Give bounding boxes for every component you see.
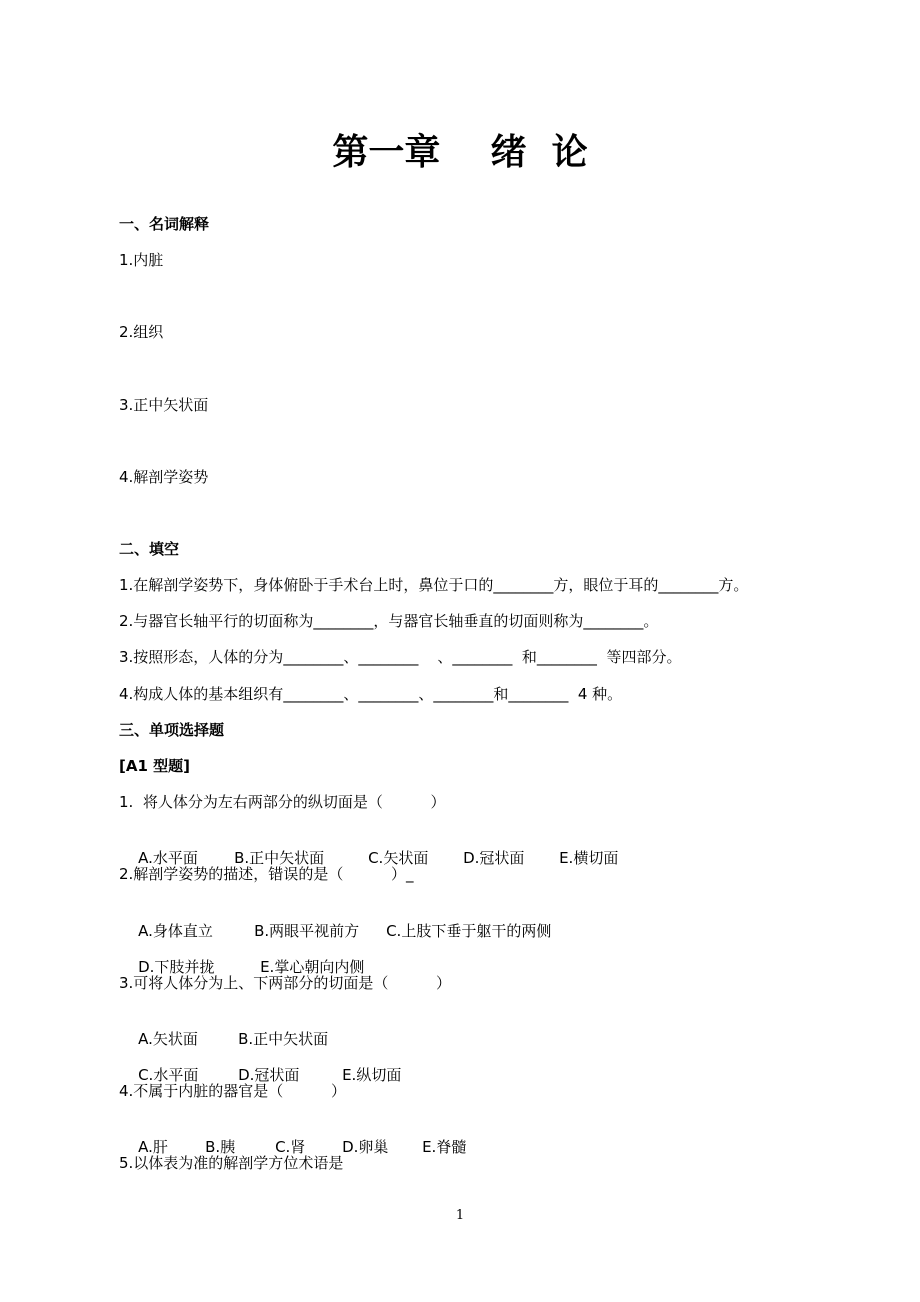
page-number: 1 <box>455 1208 465 1223</box>
option: D.下肢并拢 <box>138 958 215 976</box>
option: A.肝 <box>138 1138 168 1156</box>
option: B.正中矢状面 <box>234 849 325 867</box>
option: C.矢状面 <box>368 849 429 867</box>
option: D.冠状面 <box>463 849 525 867</box>
option: B.正中矢状面 <box>238 1030 329 1048</box>
option: B.两眼平视前方 <box>254 922 360 940</box>
section-heading-fill-blank: 二、填空 <box>119 540 180 558</box>
option: A.身体直立 <box>138 922 213 940</box>
question-stem: 3.可将人体分为上、下两部分的切面是（ ） <box>119 974 451 992</box>
fill-blank-item: 4.构成人体的基本组织有________、________、________和________ 4 种。 <box>119 685 623 703</box>
question-stem: 1. 将人体分为左右两部分的纵切面是（ ） <box>119 793 446 811</box>
option: D.卵巢 <box>342 1138 389 1156</box>
option: C.上肢下垂于躯干的两侧 <box>386 922 552 940</box>
question-stem: 5.以体表为准的解剖学方位术语是 <box>119 1154 344 1172</box>
question-stem: 2.解剖学姿势的描述，错误的是（ ）_ <box>119 865 414 883</box>
option: A.矢状面 <box>138 1030 198 1048</box>
definition-item: 4.解剖学姿势 <box>119 468 209 486</box>
question-type-label: [A1 型题] <box>119 757 190 775</box>
option: E.脊髓 <box>422 1138 467 1156</box>
definition-item: 1.内脏 <box>119 251 164 269</box>
section-heading-single-choice: 三、单项选择题 <box>119 721 225 739</box>
option: B.胰 <box>205 1138 236 1156</box>
option: A.水平面 <box>138 849 198 867</box>
definition-item: 3.正中矢状面 <box>119 396 209 414</box>
definition-item: 2.组织 <box>119 323 164 341</box>
option: E.横切面 <box>559 849 619 867</box>
option: C.肾 <box>275 1138 306 1156</box>
question-stem: 4.不属于内脏的器官是（ ） <box>119 1082 346 1100</box>
option: D.冠状面 <box>238 1066 300 1084</box>
fill-blank-item: 1.在解剖学姿势下，身体俯卧于手术台上时，鼻位于口的________方，眼位于耳的________方。 <box>119 576 749 594</box>
option: E.纵切面 <box>342 1066 402 1084</box>
option: E.掌心朝向内侧 <box>260 958 365 976</box>
chapter-title: 第一章 绪 论 <box>332 132 588 173</box>
fill-blank-item: 2.与器官长轴平行的切面称为________，与器官长轴垂直的切面则称为________。 <box>119 612 659 630</box>
fill-blank-item: 3.按照形态，人体的分为________、________ 、________ 和________ 等四部分。 <box>119 648 682 666</box>
section-heading-definitions: 一、名词解释 <box>119 215 210 233</box>
option: C.水平面 <box>138 1066 199 1084</box>
